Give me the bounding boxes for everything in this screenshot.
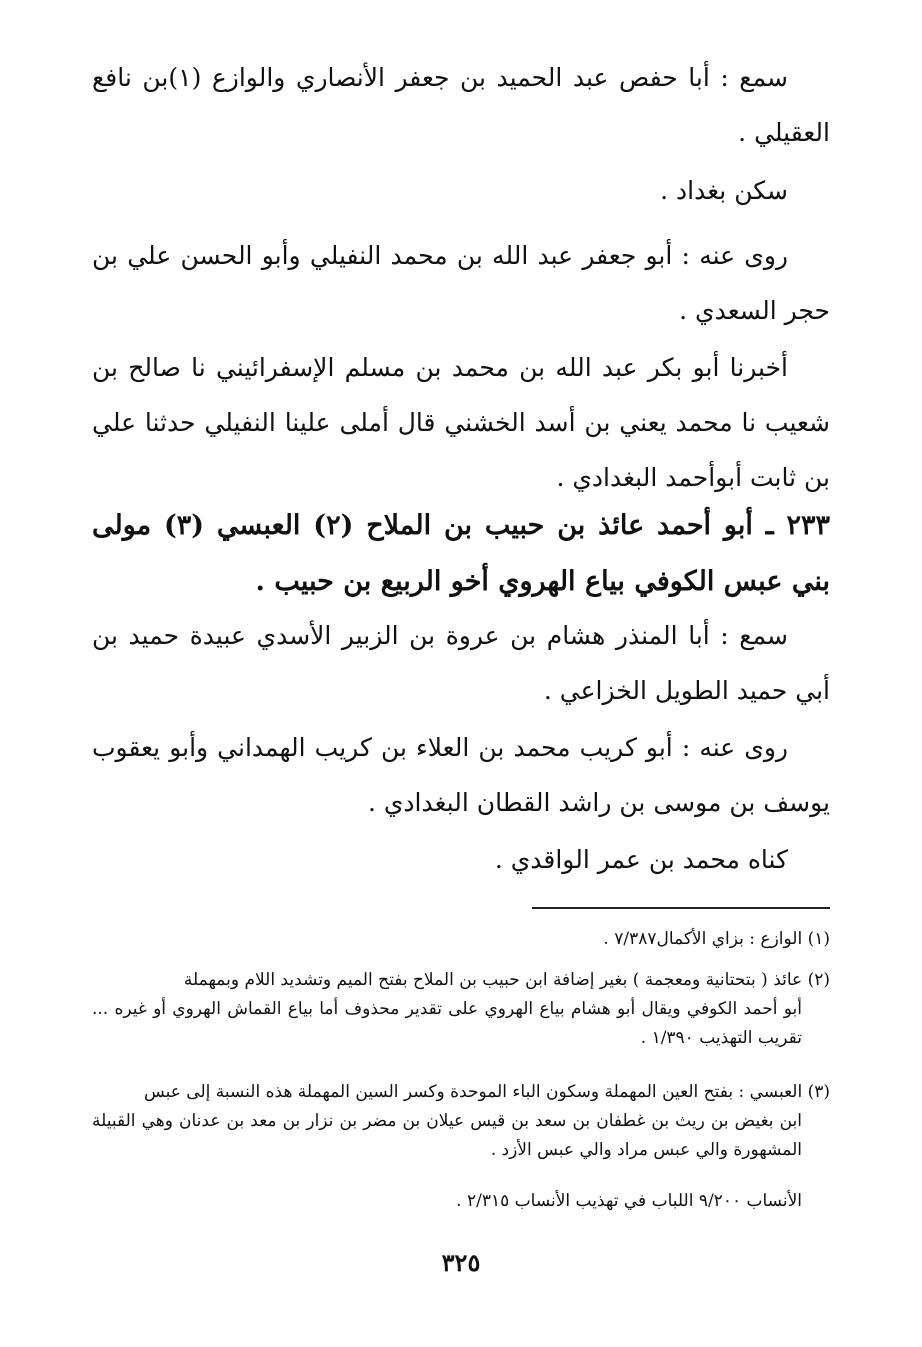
paragraph-entry-heard-from: سمع : أبا المنذر هشام بن عروة بن الزبير الأسدي عبيدة حميد بن أبي حميد الطويل الخزاعي . [92,621,830,705]
footnote-3-continuation: ابن بغيض بن ريث بن غطفان بن سعد بن قيس عيلان بن مضر بن نزار بن معد بن عدنان وهي القبيلة المشهورة والي عبس مراد والي عبس الأزد . [92,1111,802,1160]
footnote-divider [532,907,830,909]
paragraph-residence: سكن بغداد . [660,176,788,205]
footnote-1: (١) الوازع : بزاي الأكمال٧/٣٨٧ . [603,929,830,949]
footnote-3-source: الأنساب ٩/٢٠٠ اللباب في تهذيب الأنساب ٢/٣١٥ . [456,1191,802,1211]
paragraph-isnad: أخبرنا أبو بكر عبد الله بن محمد بن مسلم الإسفرائيني نا صالح بن شعيب نا محمد يعني بن أسد الخشني قال أملى علينا النفيلي حدثنا علي بن ثابت أبوأحمد البغدادي . [92,353,830,492]
footnote-2-first-line: (٢) عائذ ( بتحتانية ومعجمة ) بغير إضافة ابن حبيب بن الملاح بفتح الميم وتشديد اللام وبمهملة [183,970,830,990]
entry-heading: ٢٣٣ ـ أبو أحمد عائذ بن حبيب بن الملاح (٢) العبسي (٣) مولى بني عبس الكوفي بياع الهروي أخو الربيع بن حبيب . [92,510,830,597]
footnote-3-first-line: (٣) العبسي : بفتح العين المهملة وسكون الباء الموحدة وكسر السين المهملة هذه النسبة إلى عبس [143,1082,830,1102]
paragraph-kunya: كناه محمد بن عمر الواقدي . [494,845,788,874]
paragraph-heard-from: سمع : أبا حفص عبد الحميد بن جعفر الأنصاري والوازع (١)بن نافع العقيلي . [92,63,830,147]
paragraph-narrators: روى عنه : أبو جعفر عبد الله بن محمد النفيلي وأبو الحسن علي بن حجر السعدي . [92,241,830,325]
page-number: ٣٢٥ [441,1248,481,1277]
footnote-2-continuation: أبو أحمد الكوفي ويقال أبو هشام بياع الهروي على تقدير محذوف أما بياع القماش الهروي أو غيره ... تقريب التهذيب ١/٣٩٠ . [92,999,802,1048]
paragraph-entry-narrators: روى عنه : أبو كريب محمد بن العلاء بن كريب الهمداني وأبو يعقوب يوسف بن موسى بن راشد القطان البغدادي . [92,733,830,817]
